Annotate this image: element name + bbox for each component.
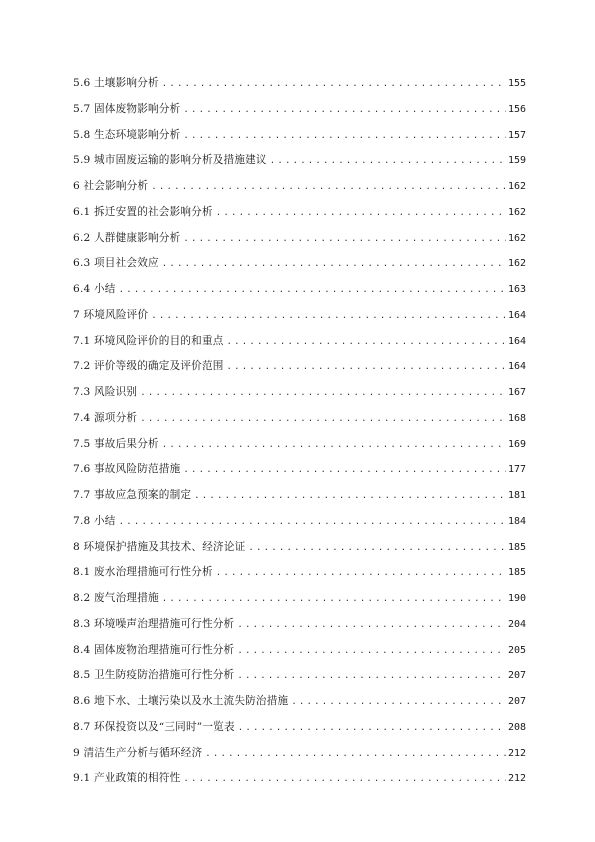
toc-entry-title: 9.1 产业政策的相符性 (73, 772, 181, 785)
toc-entry[interactable] (73, 668, 526, 694)
toc-dot-leader (162, 77, 506, 91)
toc-dot-leader (151, 309, 506, 323)
toc-dot-leader (291, 695, 506, 709)
toc-entry[interactable] (73, 359, 526, 385)
toc-entry-title: 6.3 项目社会效应 (73, 257, 159, 270)
toc-dot-leader (237, 669, 506, 683)
toc-entry[interactable] (73, 102, 526, 128)
toc-entry-page: 212 (507, 773, 526, 785)
toc-dot-leader (162, 257, 506, 271)
toc-dot-leader (140, 386, 506, 400)
toc-entry-page: 167 (507, 387, 526, 398)
toc-entry-title: 8.6 地下水、土壤污染以及水土流失防治措施 (73, 695, 289, 707)
toc-dot-leader (237, 644, 506, 658)
toc-entry[interactable] (73, 565, 526, 591)
toc-entry-title: 8 环境保护措施及其技术、经济论证 (73, 540, 246, 553)
toc-dot-leader (119, 283, 506, 297)
toc-entry[interactable] (73, 411, 526, 437)
toc-entry[interactable] (73, 746, 526, 772)
toc-entry-title: 8.3 环境噪声治理措施可行性分析 (73, 617, 235, 630)
toc-dot-leader (162, 592, 506, 606)
toc-dot-leader (227, 360, 506, 374)
toc-entry-page: 204 (507, 618, 526, 630)
toc-entry[interactable] (73, 153, 526, 179)
toc-entry-page: 205 (507, 644, 526, 656)
toc-dot-leader (119, 515, 506, 529)
toc-entry-title: 7.5 事故后果分析 (73, 437, 159, 450)
toc-entry[interactable] (73, 308, 526, 334)
toc-entry-title: 6.1 拆迁安置的社会影响分析 (73, 205, 213, 218)
toc-dot-leader (183, 103, 506, 117)
toc-dot-leader (227, 335, 506, 349)
toc-entry-title: 6 社会影响分析 (73, 180, 149, 192)
toc-entry[interactable] (73, 514, 526, 540)
toc-dot-leader (238, 721, 506, 735)
toc-entry-title: 7 环境风险评价 (73, 308, 149, 321)
toc-entry-title: 9 清洁生产分析与循环经济 (73, 746, 203, 759)
toc-entry[interactable] (73, 256, 526, 282)
toc-entry-page: 162 (507, 181, 526, 192)
toc-entry[interactable] (73, 437, 526, 463)
toc-entry-page: 190 (507, 593, 526, 604)
toc-entry-title: 7.8 小结 (73, 514, 116, 527)
toc-entry-title: 6.4 小结 (73, 283, 116, 295)
toc-entry-page: 163 (507, 284, 526, 295)
toc-entry-page: 159 (507, 155, 526, 167)
toc-entry-title: 5.7 固体废物影响分析 (73, 102, 181, 115)
toc-dot-leader (216, 206, 506, 220)
toc-entry-page: 162 (507, 232, 526, 244)
toc-entry-title: 8.5 卫生防疫防治措施可行性分析 (73, 669, 235, 682)
toc-entry[interactable] (73, 617, 526, 643)
toc-entry-title: 7.6 事故风险防范措施 (73, 463, 181, 476)
toc-dot-leader (151, 180, 506, 194)
toc-entry-page: 212 (507, 747, 526, 759)
toc-entry-page: 164 (507, 335, 526, 347)
toc-entry-title: 7.7 事故应急预案的制定 (73, 489, 192, 501)
toc-entry[interactable] (73, 540, 526, 566)
toc-entry[interactable] (73, 462, 526, 488)
toc-entry-page: 157 (507, 129, 526, 141)
toc-entry-title: 7.4 源项分析 (73, 411, 138, 424)
toc-entry-title: 8.4 固体废物治理措施可行性分析 (73, 643, 235, 656)
toc-entry-title: 5.6 土壤影响分析 (73, 77, 159, 89)
toc-entry-title: 6.2 人群健康影响分析 (73, 231, 181, 244)
toc-entry-page: 185 (507, 567, 526, 579)
toc-entry-title: 7.2 评价等级的确定及评价范围 (73, 360, 224, 373)
toc-entry-page: 177 (507, 464, 526, 476)
toc-entry-page: 185 (507, 541, 526, 553)
toc-entry[interactable] (73, 488, 526, 514)
toc-entry-page: 162 (507, 258, 526, 270)
toc-entry[interactable] (73, 282, 526, 308)
toc-entry-title: 7.1 环境风险评价的目的和重点 (73, 334, 224, 347)
toc-entry-title: 8.7 环保投资以及“三同时”一览表 (73, 720, 235, 733)
toc-dot-leader (183, 772, 506, 786)
toc-dot-leader (248, 541, 506, 555)
toc-entry[interactable] (73, 591, 526, 617)
toc-entry-page: 164 (507, 361, 526, 373)
toc-dot-leader (183, 463, 506, 477)
toc-entry-title: 7.3 风险识别 (73, 386, 138, 398)
toc-entry[interactable] (73, 643, 526, 669)
toc-entry-page: 208 (507, 721, 526, 733)
toc-entry[interactable] (73, 179, 526, 205)
toc-entry-page: 162 (507, 206, 526, 218)
toc-entry-page: 156 (507, 103, 526, 115)
toc-entry-title: 5.8 生态环境影响分析 (73, 128, 181, 141)
table-of-contents (73, 76, 526, 797)
toc-entry[interactable] (73, 128, 526, 154)
toc-entry-page: 181 (507, 490, 526, 501)
toc-dot-leader (205, 747, 506, 761)
toc-entry[interactable] (73, 76, 526, 102)
toc-entry-page: 164 (507, 309, 526, 321)
toc-entry-title: 5.9 城市固废运输的影响分析及措施建议 (73, 154, 267, 167)
toc-entry[interactable] (73, 334, 526, 360)
toc-entry[interactable] (73, 720, 526, 746)
toc-entry-page: 155 (507, 78, 526, 89)
toc-entry[interactable] (73, 231, 526, 257)
toc-entry-page: 207 (507, 670, 526, 682)
toc-entry[interactable] (73, 771, 526, 797)
toc-entry-page: 168 (507, 412, 526, 424)
toc-entry-page: 169 (507, 438, 526, 450)
toc-entry[interactable] (73, 694, 526, 720)
toc-entry[interactable] (73, 385, 526, 411)
toc-dot-leader (216, 566, 506, 580)
toc-dot-leader (162, 438, 506, 452)
toc-dot-leader (237, 618, 506, 632)
toc-entry[interactable] (73, 205, 526, 231)
toc-dot-leader (270, 154, 506, 168)
toc-dot-leader (194, 489, 506, 503)
toc-entry-page: 184 (507, 515, 526, 527)
toc-dot-leader (183, 129, 506, 143)
toc-entry-title: 8.1 废水治理措施可行性分析 (73, 566, 213, 579)
toc-entry-title: 8.2 废气治理措施 (73, 592, 159, 604)
toc-dot-leader (183, 232, 506, 246)
toc-dot-leader (140, 412, 506, 426)
toc-entry-page: 207 (507, 696, 526, 707)
